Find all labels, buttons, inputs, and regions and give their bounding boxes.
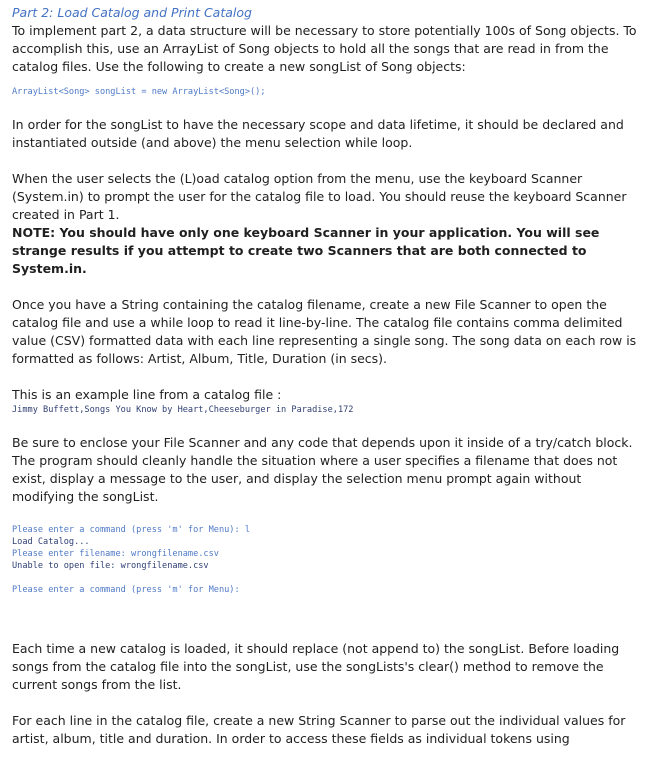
console-output [12, 524, 642, 596]
example-line-label: This is an example line from a catalog file : [12, 387, 282, 402]
replace-songlist-paragraph: Each time a new catalog is loaded, it should replace (not append to) the songList. Before loading songs from the catalog file into the songList, use the songLists's clear() method to remove the current songs from the list. [12, 641, 620, 692]
console-line: Load Catalog... [12, 537, 90, 547]
string-scanner-paragraph: For each line in the catalog file, create a new String Scanner to parse out the individual values for artist, album, title and duration. In order to access these fields as individual tokens using [12, 713, 626, 746]
document [12, 4, 642, 748]
file-scanner-paragraph: Once you have a String containing the catalog filename, create a new File Scanner to open the catalog file and use a while loop to read it line-by-line. The catalog file contains comma delimited value (CSV) formatted data with each line representing a single song. The song data on each row is formatted as follows: Artist, Album, Title, Duration (in secs). [12, 297, 637, 366]
console-line: Please enter a command (press 'm' for Menu): [12, 585, 240, 595]
console-line: Unable to open file: wrongfilename.csv [12, 561, 209, 571]
note-paragraph: NOTE: You should have only one keyboard Scanner in your application. You will see strange results if you attempt to create two Scanners that are both connected to System.in. [12, 225, 600, 276]
console-line: Please enter a command (press 'm' for Menu): l [12, 525, 250, 535]
code-arraylist-declaration: ArrayList<Song> songList = new ArrayList<Song>(); [12, 87, 266, 97]
code-example-csv-line: Jimmy Buffett,Songs You Know by Heart,Cheeseburger in Paradise,172 [12, 405, 354, 415]
console-line: Please enter filename: wrongfilename.csv [12, 549, 219, 559]
console-line [12, 572, 642, 584]
intro-paragraph: To implement part 2, a data structure will be necessary to store potentially 100s of Song objects. To accomplish this, use an ArrayList of Song objects to hold all the songs that are read in from the catalog files. Use the following to create a new songList of Song objects: [12, 23, 637, 74]
load-catalog-paragraph: When the user selects the (L)oad catalog option from the menu, use the keyboard Scanner (System.in) to prompt the user for the catalog file to load. You should reuse the keyboard Scanner created in Part 1. [12, 171, 627, 222]
try-catch-paragraph: Be sure to enclose your File Scanner and any code that depends upon it inside of a try/catch block. The program should cleanly handle the situation where a user specifies a filename that does not exist, display a message to the user, and display the selection menu prompt again without modifying the songList. [12, 435, 633, 504]
scope-paragraph: In order for the songList to have the necessary scope and data lifetime, it should be declared and instantiated outside (and above) the menu selection while loop. [12, 117, 624, 150]
section-heading: Part 2: Load Catalog and Print Catalog [12, 5, 252, 20]
